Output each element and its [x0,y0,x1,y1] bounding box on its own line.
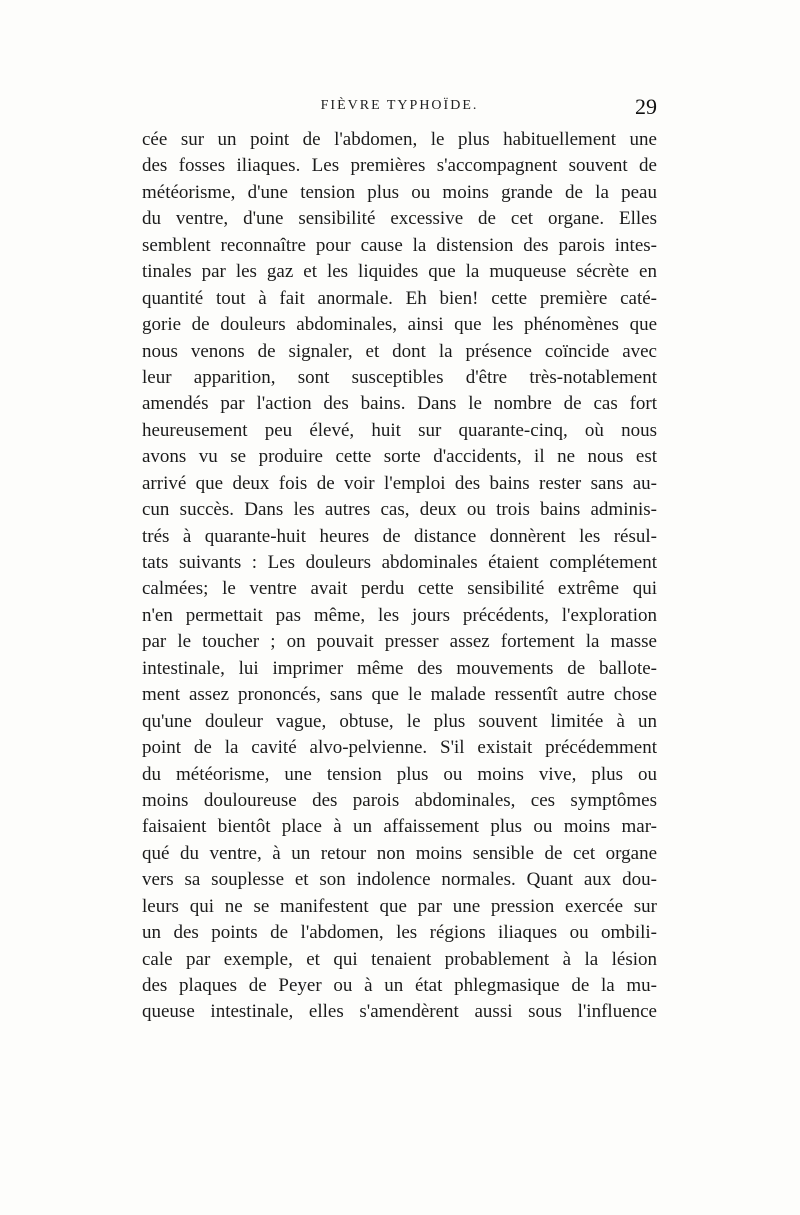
text-line: du ventre, d'une sensibilité excessive de cet organe. Elles [142,208,657,230]
text-line: gorie de douleurs abdominales, ainsi que les phénomènes que [142,314,657,336]
text-line: tats suivants : Les douleurs abdominales étaient complétement [142,552,657,573]
text-line: des fosses iliaques. Les premières s'accompagnent souvent de [142,155,657,177]
text-line: queuse intestinale, elles s'amendèrent aussi sous l'influence [142,1001,657,1023]
text-line: qué du ventre, à un retour non moins sensible de cet organe [142,842,657,864]
text-line: ment assez prononcés, sans que le malade ressentît autre chose [142,684,657,706]
text-line: leur apparition, sont susceptibles d'être très-notablement [142,366,657,388]
text-line: nous venons de signaler, et dont la présence coïncide avec [142,340,657,362]
page-number: 29 [635,94,657,119]
text-line: moins douloureuse des parois abdominales, ces symptômes [142,789,657,811]
text-line: par le toucher ; on pouvait presser assez fortement la masse [142,631,657,653]
text-line: n'en permettait pas même, les jours précédents, l'exploration [142,604,657,626]
text-line: cée sur un point de l'abdomen, le plus habituellement une [142,129,657,150]
running-head [142,94,657,124]
text-line: heureusement peu élevé, huit sur quarante-cinq, où nous [142,419,657,441]
text-line: avons vu se produire cette sorte d'accidents, il ne nous est [142,446,657,468]
text-line: leurs qui ne se manifestent que par une pression exercée sur [142,895,657,917]
running-title: FIÈVRE TYPHOÏDE. [320,98,479,113]
text-line: point de la cavité alvo-pelvienne. S'il existait précédemment [142,737,657,759]
text-line: calmées; le ventre avait perdu cette sensibilité extrême qui [142,578,657,600]
text-line: du météorisme, une tension plus ou moins vive, plus ou [142,763,657,785]
text-line: tinales par les gaz et les liquides que la muqueuse sécrète en [142,261,657,283]
text-line: un des points de l'abdomen, les régions iliaques ou ombili- [142,922,657,944]
text-line: vers sa souplesse et son indolence normales. Quant aux dou- [142,869,657,891]
text-line: météorisme, d'une tension plus ou moins grande de la peau [142,181,657,203]
text-line: cun succès. Dans les autres cas, deux ou trois bains adminis- [142,499,657,521]
text-line: qu'une douleur vague, obtuse, le plus souvent limitée à un [142,710,657,732]
text-line: semblent reconnaître pour cause la distension des parois intes- [142,234,657,256]
text-line: intestinale, lui imprimer même des mouvements de ballote- [142,657,657,679]
text-line: quantité tout à fait anormale. Eh bien! cette première caté- [142,287,657,309]
text-line: arrivé que deux fois de voir l'emploi des bains rester sans au- [142,472,657,494]
body-text [142,127,657,1026]
text-line: cale par exemple, et qui tenaient probablement à la lésion [142,948,657,970]
text-line: trés à quarante-huit heures de distance donnèrent les résul- [142,525,657,547]
text-line: des plaques de Peyer ou à un état phlegmasique de la mu- [142,975,657,996]
text-line: amendés par l'action des bains. Dans le nombre de cas fort [142,393,657,415]
text-line: faisaient bientôt place à un affaissement plus ou moins mar- [142,816,657,838]
